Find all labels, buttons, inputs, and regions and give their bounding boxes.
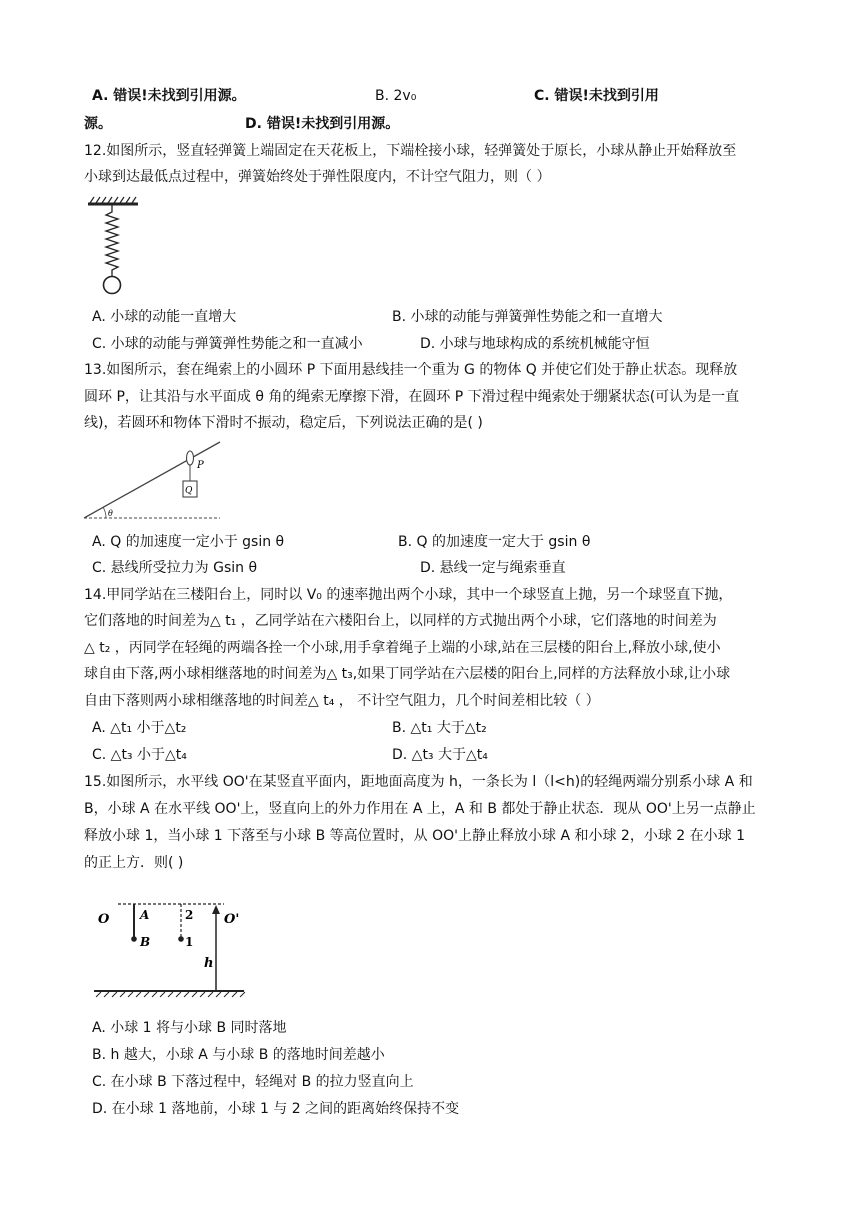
- q14-line-4: 球自由下落,两小球相继落地的时间差为△ t₃,如果丁同学站在六层楼的阳台上,同样的方法释放小球,让小球: [84, 666, 731, 682]
- q15-option-b: B. h 越大，小球 A 与小球 B 的落地时间差越小: [92, 1047, 385, 1063]
- q15-line-2: B，小球 A 在水平线 OO'上，竖直向上的外力作用在 A 上，A 和 B 都处于静止状态．现从 OO'上另一点静止: [84, 801, 756, 817]
- theta-label: θ: [108, 509, 113, 518]
- q12-option-c: C. 小球的动能与弹簧弹性势能之和一直减小: [92, 336, 363, 352]
- rope-line: [84, 442, 220, 518]
- label-p: P: [197, 460, 204, 471]
- q12-line-1: 12.如图所示，竖直轻弹簧上端固定在天花板上，下端栓接小球，轻弹簧处于原长，小球从静止开始释放至: [84, 143, 737, 159]
- angle-arc: [103, 507, 106, 518]
- q15-option-c: C. 在小球 B 下落过程中，轻绳对 B 的拉力竖直向上: [92, 1074, 414, 1090]
- q14-line-1: 14.甲同学站在三楼阳台上，同时以 V₀ 的速率抛出两个小球，其中一个球竖直上抛，另一个球竖直下抛，: [84, 587, 733, 603]
- label-h: h: [204, 956, 214, 971]
- q15-line-3: 释放小球 1，当小球 1 下落至与小球 B 等高位置时，从 OO'上静止释放小球 A 和小球 2，小球 2 在小球 1: [84, 828, 746, 844]
- label-q: Q: [185, 486, 193, 496]
- q15-option-d: D. 在小球 1 落地前，小球 1 与 2 之间的距离始终保持不变: [92, 1101, 460, 1117]
- q14-option-d: D. △t₃ 大于△t₄: [392, 747, 488, 763]
- label-b: B: [140, 935, 151, 949]
- q11-option-c-cont: 源。: [84, 116, 112, 132]
- label-a: A: [140, 908, 150, 922]
- q13-incline-figure: [84, 440, 224, 522]
- ground-hatch: [96, 992, 245, 997]
- height-arrow-head-up: [212, 905, 220, 914]
- q13-option-d: D. 悬线一定与绳索垂直: [420, 560, 566, 576]
- q11-option-a: A. 错误!未找到引用源。: [92, 88, 246, 104]
- label-o-prime: O': [224, 912, 240, 927]
- q13-line-3: 线)，若圆环和物体下滑时不振动，稳定后，下列说法正确的是( ): [84, 415, 483, 431]
- q12-spring-figure: [84, 196, 144, 300]
- q15-line-1: 15.如图所示，水平线 OO'在某竖直平面内，距地面高度为 h，一条长为 l（l<h)的轻绳两端分别系小球 A 和: [84, 774, 753, 790]
- q15-option-a: A. 小球 1 将与小球 B 同时落地: [92, 1020, 287, 1036]
- q13-option-c: C. 悬线所受拉力为 Gsin θ: [92, 560, 258, 576]
- label-o: O: [98, 912, 110, 927]
- q12-line-2: 小球到达最低点过程中，弹簧始终处于弹性限度内，不计空气阻力，则（ ）: [84, 169, 551, 185]
- label-2: 2: [185, 908, 194, 922]
- q12-option-d: D. 小球与地球构成的系统机械能守恒: [420, 336, 650, 352]
- ball-b: [131, 936, 137, 942]
- q11-option-d: D. 错误!未找到引用源。: [245, 116, 400, 132]
- q12-option-b: B. 小球的动能与弹簧弹性势能之和一直增大: [392, 309, 663, 325]
- q13-option-a: A. Q 的加速度一定小于 gsin θ: [92, 534, 285, 550]
- q13-line-1: 13.如图所示，套在绳索上的小圆环 P 下面用悬线挂一个重为 G 的物体 Q 并使它们处于静止状态。现释放: [84, 362, 738, 378]
- q15-line-4: 的正上方．则( ): [84, 855, 184, 871]
- q13-option-b: B. Q 的加速度一定大于 gsin θ: [398, 534, 591, 550]
- q14-line-2: 它们落地的时间差为△ t₁ ，乙同学站在六楼阳台上，以同样的方式抛出两个小球，它们落地的时间差为: [84, 613, 717, 629]
- q14-option-a: A. △t₁ 小于△t₂: [92, 720, 187, 736]
- label-1: 1: [185, 935, 194, 949]
- q14-option-b: B. △t₁ 大于△t₂: [392, 720, 487, 736]
- ring-p: [187, 451, 194, 465]
- q14-line-5: 自由下落则两小球相继落地的时间差△ t₄ ， 不计空气阻力，几个时间差相比较（ ）: [84, 693, 600, 709]
- ceiling-hatch: [90, 197, 136, 203]
- q11-option-b: B. 2v₀: [375, 88, 417, 104]
- q14-line-3: △ t₂ ，丙同学在轻绳的两端各拴一个小球,用手拿着绳子上端的小球,站在三层楼的阳台上,释放小球,使小: [84, 640, 721, 656]
- ball-1: [178, 936, 184, 942]
- q14-option-c: C. △t₃ 小于△t₄: [92, 747, 187, 763]
- q13-line-2: 圆环 P，让其沿与水平面成 θ 角的绳索无摩擦下滑，在圆环 P 下滑过程中绳索处于绷紧状态(可认为是一直: [84, 389, 740, 405]
- q11-option-c: C. 错误!未找到引用: [534, 88, 659, 104]
- spring-coil: [106, 205, 118, 276]
- q15-diagram-figure: [90, 895, 250, 999]
- ball: [104, 277, 121, 294]
- q12-option-a: A. 小球的动能一直增大: [92, 309, 237, 325]
